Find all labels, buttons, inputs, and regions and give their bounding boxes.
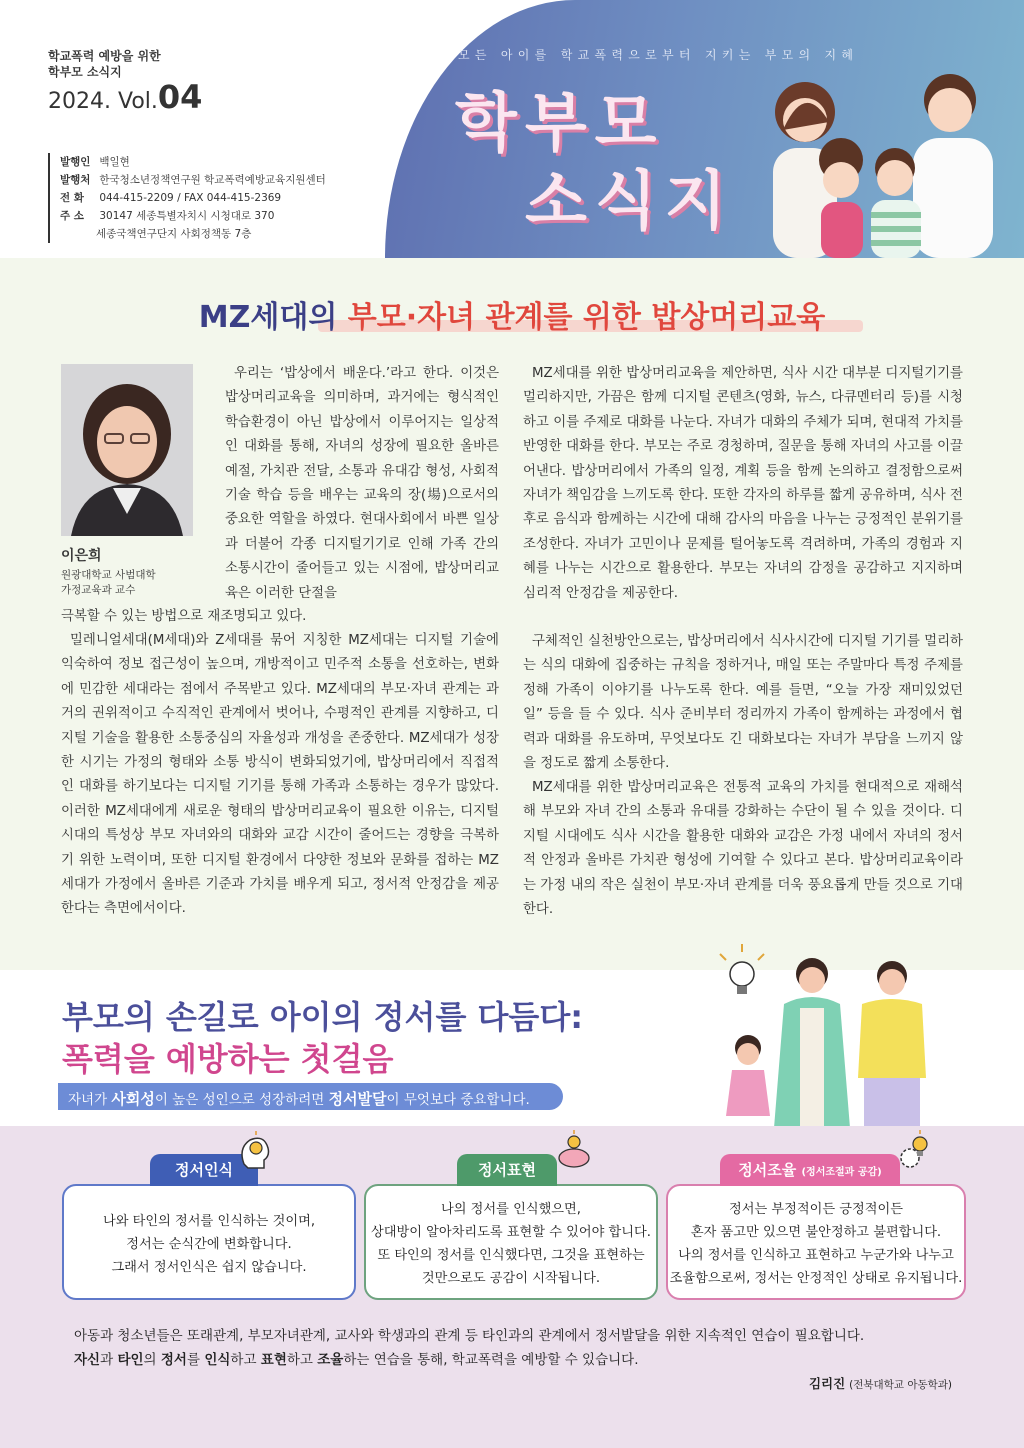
card-3-line-4: 조율함으로써, 정서는 안정적인 상태로 유지됩니다. [669, 1271, 963, 1286]
card-3-line-3: 나의 정서를 인식하고 표현하고 누군가와 나누고 [678, 1248, 954, 1263]
head-lightbulb-icon [236, 1130, 272, 1170]
paragraph-3: MZ세대를 위한 밥상머리교육을 제안하면, 식사 시간 대부분 디지털기기를 멀리하지만, 가끔은 함께 디지털 콘텐츠(영화, 뉴스, 다큐멘터리 등)를 시청하고 이를 주제로 대화를 나눈다. 자녀가 대화의 주체가 되며, 현대적 가치를 반영한 대화를 한다. 부모는 주로 경청하며, 질문을 통해 자녀의 사고를 이끌어낸다. 밥상머리에서 가족의 일정, 계획 등을 함께 논의하고 결정함으로써 자녀가 책임감을 느끼도록 한다. 또한 각자의 하루를 짧게 공유하며, 식사 전후로 음식과 함께하는 시간에 대해 감사의 마음을 나누는 긍정적인 분위기를 조성한다. 자녀가 고민이나 문제를 털어놓도록 격려하며, 가족의 경험과 지혜를 나누는 시간으로 활용한다. 부모는 자녀의 감정을 공감하고 지지하며 심리적 안정감을 제공한다. [523, 366, 963, 601]
brain-lightbulb-icon [556, 1130, 592, 1170]
emph-others: 타인 [117, 1352, 144, 1368]
emotion-regulation-card [666, 1184, 966, 1300]
publication-line-2: 학부모 소식지 [48, 65, 122, 79]
emph-express: 표현 [260, 1352, 287, 1368]
address-line-1: 30147 세종특별자치시 시청대로 370 [99, 210, 275, 222]
closing-sentence-1: 아동과 청소년들은 또래관계, 부모자녀관계, 교사와 학생과의 관계 등 타인과의 관계에서 정서발달을 위한 지속적인 연습이 필요합니다. [74, 1328, 865, 1344]
article-1-title-part-1: MZ세대의 [198, 300, 348, 335]
newsletter-title-line-2: 소식지 [525, 165, 735, 239]
closing-text: 를 [186, 1352, 205, 1368]
article-2-subtitle [68, 1088, 530, 1109]
closing-text: 하고 [230, 1352, 261, 1368]
card-2-line-3: 또 타인의 정서를 인식했다면, 그것을 표현하는 [377, 1248, 645, 1263]
emotion-recognition-card [62, 1184, 356, 1300]
publisher: 백일현 [99, 156, 130, 168]
emph-regulate: 조율 [317, 1352, 344, 1368]
card-3-line-2: 혼자 품고만 있으면 불안정하고 불편합니다. [690, 1225, 942, 1240]
tab-emotion-expression: 정서표현 [457, 1154, 557, 1186]
article-2-signature [809, 1374, 952, 1392]
subtitle-text-3: 이 무엇보다 중요합니다. [386, 1092, 530, 1108]
paragraph-1: 우리는 ‘밥상에서 배운다.’라고 한다. 이것은 밥상머리교육을 의미하며, 과거에는 형식적인 학습환경이 아닌 밥상에서 이루어지는 일상적인 대화를 통해, 자녀의 성장에 필요한 올바른 예절, 가치관 전달, 소통과 유대감 형성, 사회적 기술 학습 등을 배우는 교육의 장(場)으로서의 중요한 역할을 하였다. 현대사회에서 바쁜 일상과 더불어 각종 디지털기기로 인해 가족 간의 소통시간이 줄어들고 있는 시점에, 밥상머리교육은 이러한 단절을 [225, 366, 499, 601]
address-key: 주 소 [60, 210, 84, 222]
tab-3-sublabel: (정서조절과 공감) [801, 1167, 882, 1178]
paragraph-5: MZ세대를 위한 밥상머리교육은 전통적 교육의 가치를 현대적으로 재해석해 부모와 자녀 간의 소통과 유대를 강화하는 수단이 될 수 있을 것이다. 디지털 시대에도 식사 시간을 활용한 대화와 교감은 가정 내에서 자녀의 정서적 안정과 올바른 가치관 형성에 기여할 수 있다고 본다. 밥상머리교육이라는 가정 내의 작은 실천이 부모·자녀 관계를 더욱 풍요롭게 만들 것으로 기대한다. [523, 780, 963, 918]
article-1-title-part-2: 부모·자녀 관계를 위한 밥상머리교육 [347, 300, 826, 335]
address-line-2: 세종국책연구단지 사회정책동 7층 [96, 228, 252, 240]
subtitle-text-2: 이 높은 성인으로 성장하려면 [154, 1092, 329, 1108]
masthead [0, 0, 1024, 258]
closing-text: 과 [100, 1352, 118, 1368]
emph-emotion: 정서 [160, 1352, 187, 1368]
closing-text: 의 [143, 1352, 161, 1368]
card-3-line-1: 정서는 부정적이든 긍정적이든 [729, 1202, 903, 1217]
publication-credits [48, 153, 326, 243]
signature-affiliation: (전북대학교 아동학과) [849, 1379, 952, 1391]
closing-text: 하는 연습을 통해, 학교폭력을 예방할 수 있습니다. [343, 1352, 639, 1368]
paragraph-2: 밀레니얼세대(M세대)와 Z세대를 묶어 지칭한 MZ세대는 디지털 기술에 익숙하여 정보 접근성이 높으며, 개방적이고 민주적 소통을 선호하는, 변화에 민감한 세대라는 점에서 주목받고 있다. MZ세대의 부모·자녀 관계는 과거의 권위적이고 수직적인 관계에서 벗어나, 수평적인 관계를 지향하고, 디지털 기술을 활용한 소통중심의 자율성과 개성을 존중한다. MZ세대가 성장한 시기는 가정의 형태와 소통 방식이 변화되었기에, 밥상머리에서 직접적인 대화를 하기보다는 디지털 기기를 통해 가족과 소통하는 경우가 많았다. 이러한 MZ세대에게 새로운 형태의 밥상머리교육이 필요한 이유는, 디지털 시대의 특성상 부모 자녀와의 대화와 교감 시간이 줄어드는 경향을 극복하기 위한 노력이며, 또한 디지털 환경에서 다양한 정보와 문화를 접하는 MZ세대가 가정에서 올바른 기준과 가치를 배우게 되고, 정서적 안정감을 제공한다는 측면에서이다. [61, 633, 499, 917]
paragraph-1-continued: 극복할 수 있는 방법으로 재조명되고 있다. [61, 609, 307, 624]
card-2-line-1: 나의 정서를 인식했으면, [441, 1202, 581, 1217]
closing-sentence-2 [74, 1348, 639, 1368]
subtitle-text-1: 자녀가 [68, 1092, 112, 1108]
author-photo [61, 364, 193, 536]
subtitle-bold-1: 사회성 [111, 1090, 155, 1108]
emph-self: 자신 [74, 1352, 101, 1368]
slogan: 모든 아이를 학교폭력으로부터 지키는 부모의 지혜 [458, 48, 859, 62]
author-name: 이은희 [61, 548, 102, 564]
card-1-line-2: 정서는 순식간에 변화합니다. [126, 1237, 292, 1252]
card-1-line-3: 그래서 정서인식은 쉽지 않습니다. [111, 1260, 307, 1275]
issuer: 한국청소년정책연구원 학교폭력예방교육지원센터 [99, 174, 326, 186]
paragraph-4: 구체적인 실천방안으로는, 밥상머리에서 식사시간에 디지털 기기를 멀리하는 식의 대화에 집중하는 규칙을 정하거나, 매일 또는 주말마다 특정 주제를 정해 가족이 이야기를 나누도록 한다. 예를 들면, “오늘 가장 재미있었던 일” 등을 들 수 있다. 식사 준비부터 정리까지 가족이 함께하는 과정에서 협력과 대화를 유도하며, 무엇보다도 긴 대화보다는 자녀가 부담을 느끼지 않을 정도로 짧게 소통한다. [523, 634, 963, 772]
emotion-expression-card [364, 1184, 658, 1300]
emph-recognize: 인식 [204, 1352, 231, 1368]
volume-number: 04 [157, 78, 203, 116]
author-affiliation-1: 원광대학교 사범대학 [61, 569, 156, 581]
newsletter-title-line-1: 학부모 [455, 87, 665, 161]
card-1-line-1: 나와 타인의 정서를 인식하는 것이며, [102, 1214, 316, 1229]
publication-line-1: 학교폭력 예방을 위한 [48, 49, 161, 63]
family-idea-illustration [712, 938, 972, 1128]
phone-key: 전 화 [60, 192, 84, 204]
tab-3-label: 정서조율 [738, 1161, 797, 1179]
year-vol: 2024. Vol. [48, 89, 158, 114]
tab-emotion-recognition: 정서인식 [150, 1154, 258, 1186]
article-2-title-line-1: 부모의 손길로 아이의 정서를 다듬다: [62, 998, 584, 1036]
article-mz-table-education [0, 258, 1024, 970]
article-emotion-development [0, 970, 1024, 1448]
publisher-key: 발행인 [60, 156, 91, 168]
card-2-line-2: 상대방이 알아차리도록 표현할 수 있어야 합니다. [371, 1225, 651, 1240]
article-1-title [0, 292, 1024, 336]
family-illustration [745, 60, 1015, 258]
issuer-key: 발행처 [60, 174, 91, 186]
volume-label [48, 78, 202, 116]
phone: 044-415-2209 / FAX 044-415-2369 [99, 192, 282, 204]
signature-name: 김리진 [808, 1376, 846, 1391]
subtitle-bold-2: 정서발달 [328, 1090, 387, 1108]
tab-emotion-regulation [720, 1154, 900, 1186]
gear-lightbulb-icon [898, 1130, 934, 1170]
card-2-line-4: 것만으로도 공감이 시작됩니다. [421, 1271, 601, 1286]
article-2-title-line-2: 폭력을 예방하는 첫걸음 [62, 1040, 394, 1078]
author-affiliation-2: 가정교육과 교수 [61, 584, 136, 596]
closing-text: 하고 [286, 1352, 318, 1368]
